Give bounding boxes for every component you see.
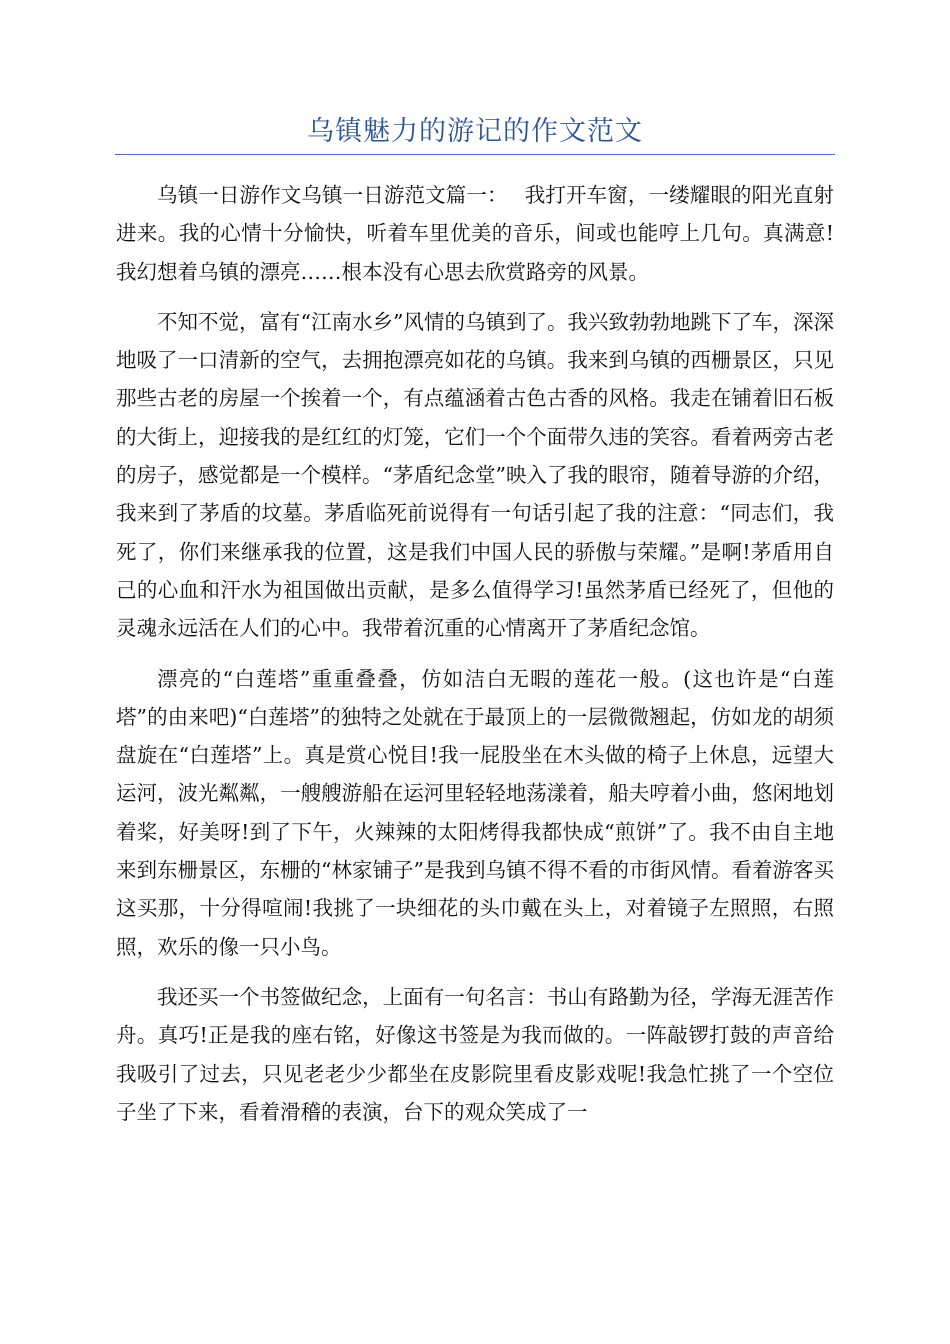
document-body <box>116 176 834 1143</box>
title-underline <box>115 154 835 155</box>
paragraph-3: 漂亮的“白莲塔”重重叠叠，仿如洁白无暇的莲花一般。(这也许是“白莲塔”的由来吧)“白莲塔”的独特之处就在于最顶上的一层微微翘起，仿如龙的胡须盘旋在“白莲塔”上。真是赏心悦目!我一屁股坐在木头做的椅子上休息，远望大运河，波光粼粼，一艘艘游船在运河里轻轻地荡漾着，船夫哼着小曲，悠闲地划着桨，好美呀!到了下午，火辣辣的太阳烤得我都快成“煎饼”了。我不由自主地来到东栅景区，东栅的“林家铺子”是我到乌镇不得不看的市街风情。看着游客买这买那，十分得喧闹!我挑了一块细花的头巾戴在头上，对着镜子左照照，右照照，欢乐的像一只小鸟。 <box>116 666 834 959</box>
paragraph-1: 乌镇一日游作文乌镇一日游范文篇一： 我打开车窗，一缕耀眼的阳光直射进来。我的心情十分愉快，听着车里优美的音乐，间或也能哼上几句。真满意!我幻想着乌镇的漂亮……根本没有心思去欣赏路旁的风景。 <box>116 183 834 284</box>
document-title: 乌镇魅力的游记的作文范文 <box>307 116 643 147</box>
paragraph-4: 我还买一个书签做纪念，上面有一句名言：书山有路勤为径，学海无涯苦作舟。真巧!正是我的座右铭，好像这书签是为我而做的。一阵敲锣打鼓的声音给我吸引了过去，只见老老少少都坐在皮影院里看皮影戏呢!我急忙挑了一个空位子坐了下来，看着滑稽的表演，台下的观众笑成了一 <box>116 984 834 1124</box>
paragraph-2: 不知不觉，富有“江南水乡”风情的乌镇到了。我兴致勃勃地跳下了车，深深地吸了一口清新的空气，去拥抱漂亮如花的乌镇。我来到乌镇的西栅景区，只见那些古老的房屋一个挨着一个，有点蕴涵着古色古香的风格。我走在铺着旧石板的大街上，迎接我的是红红的灯笼，它们一个个面带久违的笑容。看着两旁古老的房子，感觉都是一个模样。“茅盾纪念堂”映入了我的眼帘，随着导游的介绍，我来到了茅盾的坟墓。茅盾临死前说得有一句话引起了我的注意：“同志们，我死了，你们来继承我的位置，这是我们中国人民的骄傲与荣耀。”是啊!茅盾用自己的心血和汗水为祖国做出贡献，是多么值得学习!虽然茅盾已经死了，但他的灵魂永远活在人们的心中。我带着沉重的心情离开了茅盾纪念馆。 <box>116 309 834 641</box>
